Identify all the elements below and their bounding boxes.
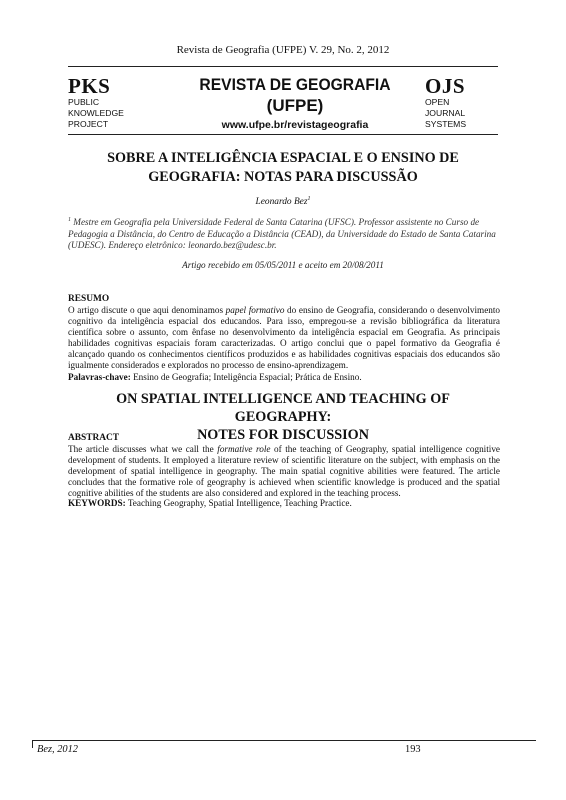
resumo-text-2: do ensino de Geografia, considerando o desenvolvimento cognitivo da inteligência espacial dos educandos. Para isso, empregou-se a revisão bibliográfica da literatura científica sobre o assunto, com ênfase no desenvolvimento da inteligência espacial em Geografia. As principais habilidades cognitivas espaciais foram caracterizadas. O artigo conclui que o papel formativo da Geografia é alcançado quando os conhecimentos científicos produzidos e as habilidades cognitivas espaciais dos educandos são igualmente considerados e explorados no processo de ensino-aprendizagem. xyxy=(68,305,501,371)
resumo-emphasis: papel formativo xyxy=(225,305,285,315)
submission-dates: Artigo recebido em 05/05/2011 e aceito em 20/08/2011 xyxy=(182,260,384,270)
keywords-portuguese xyxy=(68,372,500,383)
pks-logo-block xyxy=(68,75,158,130)
ojs-logo-block xyxy=(425,75,500,130)
keywords-en-label: KEYWORDS: xyxy=(68,498,126,508)
ojs-acronym: OJS xyxy=(425,74,466,98)
title-pt-line-2: GEOGRAFIA: NOTAS PARA DISCUSSÃO xyxy=(148,169,418,185)
footer-citation: Bez, 2012 xyxy=(37,744,78,755)
ojs-line-3: SYSTEMS xyxy=(425,119,467,129)
affiliation-text: Mestre em Geografia pela Universidade Federal de Santa Catarina (UFSC). Professor assistente no Curso de Pedagogia a Distância, do Centro de Educação a Distância (CEAD), da Universidade do Estado de Santa Catarina (UDESC). Endereço eletrônico: leonardo.bez@udesc.br. xyxy=(68,217,496,251)
abstract-text-1: The article discusses what we call the xyxy=(68,444,218,454)
keywords-pt-label: Palavras-chave: xyxy=(68,372,131,382)
abstract-body xyxy=(68,444,500,499)
title-pt-line-1: SOBRE A INTELIGÊNCIA ESPACIAL E O ENSINO DE xyxy=(107,150,459,166)
resumo-heading: RESUMO xyxy=(68,294,110,304)
title-en-line-2: NOTES FOR DISCUSSION xyxy=(197,427,369,443)
resumo-body xyxy=(68,305,500,372)
footer-rule xyxy=(32,740,536,741)
pks-acronym: PKS xyxy=(68,74,111,98)
pks-line-1: PUBLIC xyxy=(68,97,100,107)
title-en-line-1: ON SPATIAL INTELLIGENCE AND TEACHING OF GEOGRAPHY: xyxy=(116,391,450,425)
journal-subtitle: (UFPE) xyxy=(266,96,324,115)
keywords-pt-list: Ensino de Geografia; Inteligência Espacial; Prática de Ensino. xyxy=(130,372,362,382)
article-title-portuguese xyxy=(68,149,498,187)
article-title-english xyxy=(68,390,498,444)
journal-title: REVISTA DE GEOGRAFIA xyxy=(199,75,391,94)
running-header: Revista de Geografia (UFPE) V. 29, No. 2, 2012 xyxy=(176,44,390,56)
journal-url[interactable]: www.ufpe.br/revistageografia xyxy=(221,119,369,131)
header-rule-bottom xyxy=(68,134,498,135)
author-footnote-mark: 1 xyxy=(307,196,311,202)
ojs-line-2: JOURNAL xyxy=(425,108,466,118)
resumo-text-1: O artigo discute o que aqui denominamos xyxy=(68,305,226,315)
pks-line-2: KNOWLEDGE xyxy=(68,108,124,118)
abstract-emphasis: formative role xyxy=(217,444,271,454)
page-number: 193 xyxy=(405,744,421,755)
footer-rule-tick xyxy=(32,740,33,748)
affiliation-footnote-mark: 1 xyxy=(68,217,71,223)
header-rule-top xyxy=(68,66,498,67)
author-line xyxy=(68,196,498,207)
abstract-heading: ABSTRACT xyxy=(68,433,120,443)
journal-masthead xyxy=(175,74,415,132)
ojs-line-1: OPEN xyxy=(425,97,450,107)
author-name: Leonardo Bez xyxy=(255,197,308,208)
pks-line-3: PROJECT xyxy=(68,119,109,129)
abstract-text-2: of the teaching of Geography, spatial intelligence cognitive development of students. It employed a literature review of scientific literature on the subject, with emphasis on the development of spatial intelligence in geography. The main spatial cognitive abilities were featured. The article concludes that the formative role of geography is achieved when scientific knowledge is produced and the spatial cognitive abilities of the students are also considered and explored in the teaching process. xyxy=(68,444,500,499)
keywords-english xyxy=(68,498,500,509)
author-affiliation xyxy=(68,215,500,252)
keywords-en-list: Teaching Geography, Spatial Intelligence, Teaching Practice. xyxy=(125,498,352,508)
